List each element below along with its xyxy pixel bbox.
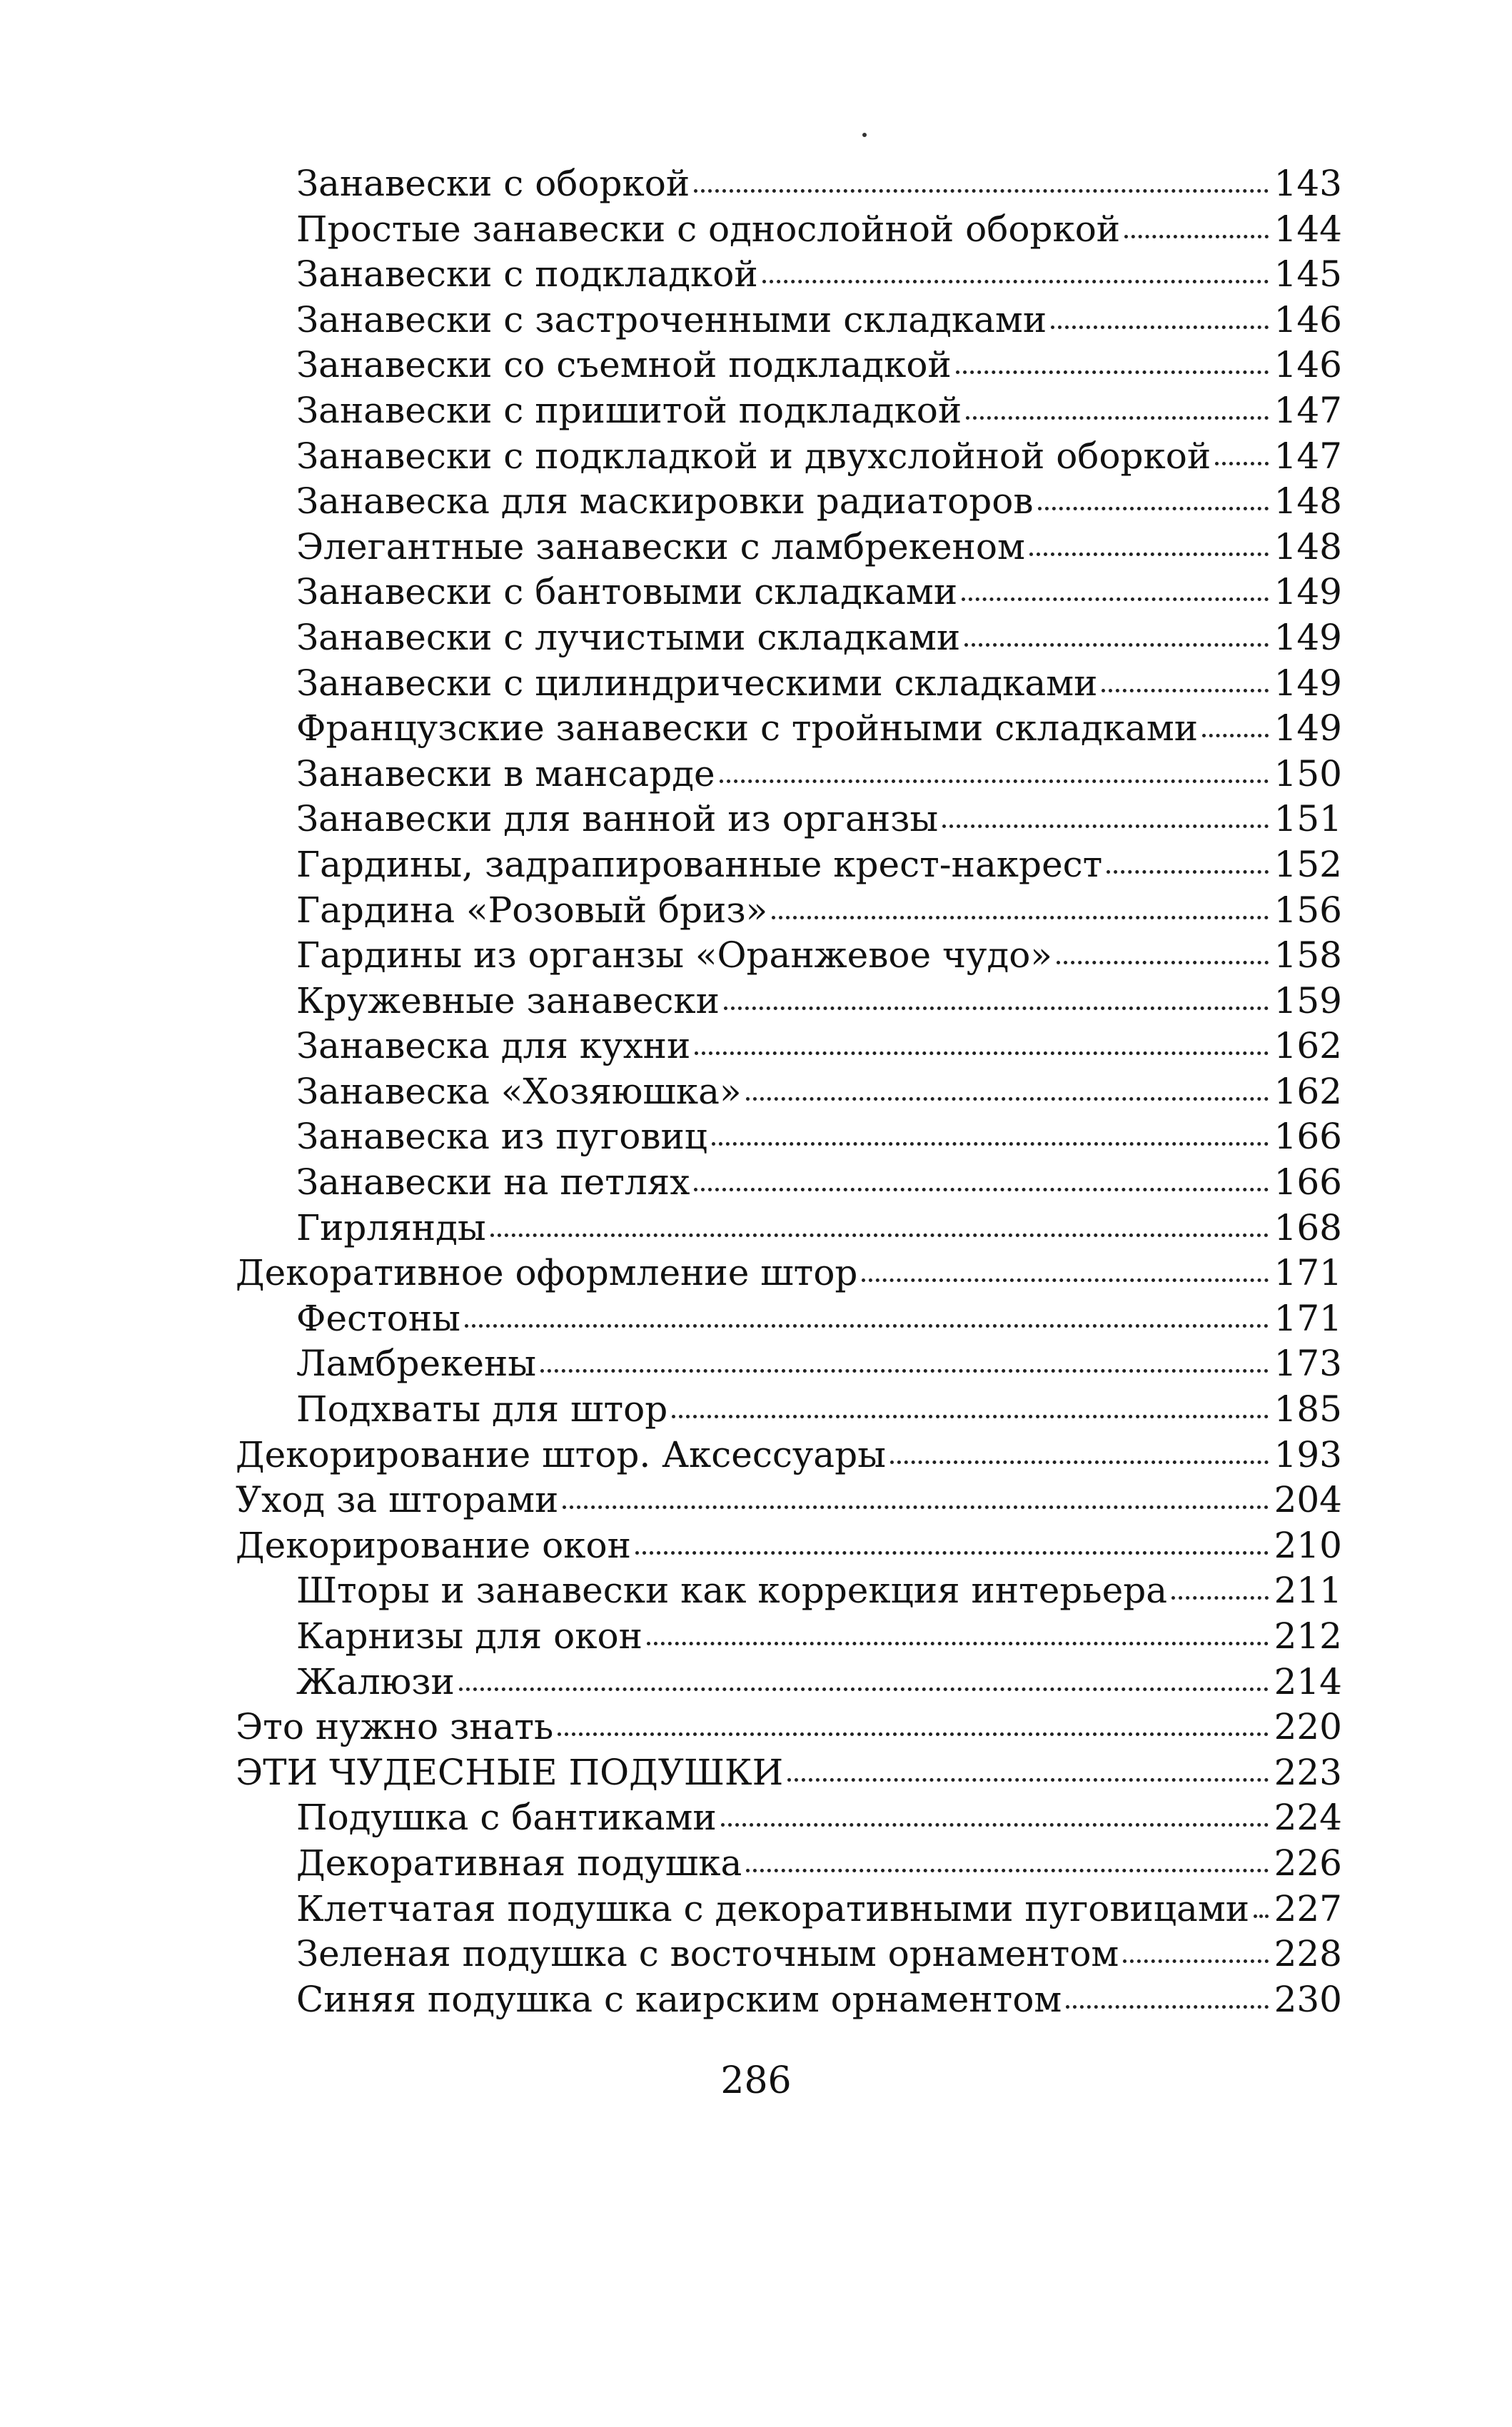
toc-subsection-entry: [236, 252, 1342, 298]
toc-entry-title: Занавески в мансарде: [296, 752, 715, 794]
toc-dot-leader: [942, 824, 1268, 828]
toc-subsection-entry: [236, 1568, 1342, 1614]
toc-dot-leader: [862, 1278, 1268, 1282]
toc-entry-page: 211: [1274, 1570, 1342, 1612]
toc-entry-page: 159: [1274, 979, 1342, 1021]
toc-dot-leader: [1254, 1914, 1269, 1918]
toc-entry-title: Французские занавески с тройными складками: [296, 707, 1199, 750]
toc-dot-leader: [746, 1869, 1268, 1872]
toc-subsection-entry: [236, 1024, 1342, 1069]
toc-entry-page: 212: [1274, 1615, 1342, 1657]
toc-entry-title: Зеленая подушка с восточным орнаментом: [296, 1933, 1119, 1975]
toc-dot-leader: [956, 370, 1269, 374]
toc-subsection-entry: [236, 525, 1342, 570]
toc-entry-title: Карнизы для окон: [296, 1615, 642, 1657]
toc-entry-title: Гардины, задрапированные крест-накрест: [296, 843, 1103, 885]
toc-subsection-entry: [236, 979, 1342, 1024]
toc-entry-page: 147: [1274, 389, 1342, 431]
toc-subsection-entry: [236, 1932, 1342, 1977]
toc-section-entry: [236, 1705, 1342, 1750]
print-speck: [862, 133, 867, 137]
toc-section-entry: [236, 1433, 1342, 1478]
toc-entry-title: Декорирование окон: [236, 1524, 631, 1566]
toc-entry-page: 193: [1274, 1433, 1342, 1475]
toc-entry-title: Шторы и занавески как коррекция интерьера: [296, 1570, 1168, 1612]
toc-entry-page: 210: [1274, 1524, 1342, 1566]
toc-section-entry: [236, 1251, 1342, 1296]
toc-entry-page: 204: [1274, 1479, 1342, 1521]
toc-entry-title: Синяя подушка с каирским орнаментом: [296, 1978, 1062, 2020]
toc-dot-leader: [459, 1687, 1269, 1691]
toc-dot-leader: [724, 1006, 1269, 1010]
toc-subsection-entry: [236, 1114, 1342, 1160]
toc-entry-page: 149: [1274, 571, 1342, 613]
toc-entry-title: Занавески со съемной подкладкой: [296, 344, 952, 386]
toc-subsection-entry: [236, 343, 1342, 388]
toc-entry-title: Уход за шторами: [236, 1479, 559, 1521]
toc-entry-page: 185: [1274, 1388, 1342, 1431]
toc-dot-leader: [563, 1505, 1268, 1509]
toc-dot-leader: [762, 280, 1269, 283]
toc-subsection-entry: [236, 1296, 1342, 1342]
toc-entry-page: 173: [1274, 1343, 1342, 1385]
toc-entry-page: 148: [1274, 525, 1342, 567]
toc-subsection-entry: [236, 1069, 1342, 1115]
toc-entry-page: 144: [1274, 208, 1342, 250]
toc-dot-leader: [890, 1460, 1269, 1464]
toc-entry-page: 224: [1274, 1797, 1342, 1839]
toc-entry-page: 143: [1274, 163, 1342, 204]
toc-dot-leader: [1051, 326, 1268, 329]
toc-subsection-entry: [236, 1614, 1342, 1660]
toc-subsection-entry: [236, 1206, 1342, 1251]
toc-dot-leader: [540, 1369, 1268, 1373]
toc-entry-page: 145: [1274, 253, 1342, 296]
toc-entry-title: Кружевные занавески: [296, 979, 720, 1021]
toc-subsection-entry: [236, 752, 1342, 797]
toc-subsection-entry: [236, 797, 1342, 842]
toc-subsection-entry: [236, 1977, 1342, 2023]
toc-dot-leader: [465, 1324, 1269, 1328]
toc-subsection-entry: [236, 388, 1342, 434]
toc-subsection-entry: [236, 615, 1342, 661]
toc-dot-leader: [1215, 462, 1268, 465]
toc-entry-page: 166: [1274, 1161, 1342, 1204]
toc-subsection-entry: [236, 1841, 1342, 1887]
toc-dot-leader: [635, 1551, 1269, 1555]
toc-entry-title: Подушка с бантиками: [296, 1797, 717, 1839]
toc-entry-title: Подхваты для штор: [296, 1388, 668, 1431]
toc-entry-title: Простые занавески с однослойной оборкой: [296, 208, 1121, 250]
toc-entry-page: 162: [1274, 1070, 1342, 1112]
toc-subsection-entry: [236, 570, 1342, 615]
toc-subsection-entry: [236, 298, 1342, 343]
toc-entry-title: Занавеска для кухни: [296, 1025, 691, 1067]
toc-entry-page: 151: [1274, 798, 1342, 840]
toc-dot-leader: [1102, 689, 1268, 692]
toc-entry-page: 147: [1274, 435, 1342, 477]
toc-entry-page: 149: [1274, 662, 1342, 704]
toc-dot-leader: [1057, 961, 1269, 964]
toc-entry-page: 146: [1274, 344, 1342, 386]
toc-entry-page: 148: [1274, 480, 1342, 523]
toc-entry-page: 149: [1274, 707, 1342, 750]
toc-dot-leader: [1107, 870, 1268, 874]
toc-entry-title: Занавески с лучистыми складками: [296, 616, 961, 658]
toc-entry-page: 149: [1274, 616, 1342, 658]
toc-subsection-entry: [236, 1160, 1342, 1206]
toc-subsection-entry: [236, 842, 1342, 888]
toc-entry-title: Элегантные занавески с ламбрекеном: [296, 525, 1025, 567]
toc-entry-page: 230: [1274, 1978, 1342, 2020]
toc-dot-leader: [746, 1097, 1269, 1101]
toc-entry-title: Занавески с оборкой: [296, 163, 690, 204]
toc-entry-page: 168: [1274, 1206, 1342, 1248]
toc-subsection-entry: [236, 706, 1342, 752]
toc-dot-leader: [558, 1732, 1268, 1736]
toc-dot-leader: [1202, 734, 1268, 737]
toc-dot-leader: [694, 189, 1268, 193]
toc-entry-title: Занавески с застроченными складками: [296, 298, 1047, 340]
toc-subsection-entry: [236, 1795, 1342, 1841]
toc-dot-leader: [720, 779, 1269, 783]
toc-section-entry: [236, 1523, 1342, 1569]
toc-entry-title: Декоративная подушка: [296, 1842, 742, 1884]
toc-subsection-entry: [236, 207, 1342, 253]
toc-entry-title: Ламбрекены: [296, 1343, 537, 1385]
toc-dot-leader: [1123, 1959, 1268, 1963]
toc-subsection-entry: [236, 161, 1342, 207]
toc-entry-title: Занавески для ванной из органзы: [296, 798, 939, 840]
toc-entry-title: Занавески с подкладкой: [296, 253, 758, 296]
toc-dot-leader: [772, 916, 1268, 919]
toc-entry-page: 146: [1274, 298, 1342, 340]
toc-dot-leader: [964, 643, 1268, 647]
toc-entry-title: Занавески с пришитой подкладкой: [296, 389, 962, 431]
toc-subsection-entry: [236, 1660, 1342, 1705]
toc-subsection-entry: [236, 434, 1342, 480]
toc-dot-leader: [712, 1142, 1269, 1146]
toc-subsection-entry: [236, 1887, 1342, 1932]
toc-subsection-entry: [236, 1387, 1342, 1433]
toc-dot-leader: [1124, 235, 1268, 238]
toc-entry-page: 220: [1274, 1706, 1342, 1748]
toc-subsection-entry: [236, 479, 1342, 525]
toc-entry-title: Фестоны: [296, 1297, 460, 1339]
toc-entry-page: 226: [1274, 1842, 1342, 1884]
toc-entry-page: 171: [1274, 1297, 1342, 1339]
toc-dot-leader: [1066, 2005, 1268, 2009]
toc-dot-leader: [1171, 1596, 1269, 1600]
toc-entry-title: Декорирование штор. Аксессуары: [236, 1433, 886, 1475]
toc-entry-page: 156: [1274, 889, 1342, 931]
toc-entry-page: 162: [1274, 1025, 1342, 1067]
toc-dot-leader: [490, 1233, 1269, 1237]
toc-entry-page: 228: [1274, 1933, 1342, 1975]
toc-entry-title: Клетчатая подушка с декоративными пуговицами: [296, 1887, 1250, 1929]
toc-subsection-entry: [236, 933, 1342, 979]
toc-entry-title: Жалюзи: [296, 1660, 455, 1702]
toc-dot-leader: [672, 1415, 1268, 1418]
toc-dot-leader: [695, 1051, 1268, 1055]
toc-entry-title: Занавески на петлях: [296, 1161, 690, 1204]
toc-dot-leader: [966, 416, 1268, 420]
toc-entry-page: 171: [1274, 1252, 1342, 1294]
table-of-contents: [236, 161, 1342, 2022]
toc-section-entry: [236, 1750, 1342, 1796]
toc-dot-leader: [787, 1778, 1268, 1782]
toc-dot-leader: [1029, 552, 1269, 556]
toc-dot-leader: [721, 1823, 1269, 1827]
toc-entry-title: Гирлянды: [296, 1206, 486, 1248]
toc-entry-title: Гардина «Розовый бриз»: [296, 889, 768, 931]
toc-entry-title: Декоративное оформление штор: [236, 1252, 858, 1294]
toc-entry-page: 223: [1274, 1751, 1342, 1793]
toc-entry-title: ЭТИ ЧУДЕСНЫЕ ПОДУШКИ: [236, 1751, 784, 1793]
toc-entry-page: 152: [1274, 843, 1342, 885]
toc-section-entry: [236, 1478, 1342, 1523]
toc-dot-leader: [962, 597, 1268, 601]
toc-subsection-entry: [236, 661, 1342, 707]
toc-subsection-entry: [236, 888, 1342, 934]
toc-subsection-entry: [236, 1341, 1342, 1387]
toc-entry-title: Это нужно знать: [236, 1706, 554, 1748]
toc-entry-title: Гардины из органзы «Оранжевое чудо»: [296, 934, 1052, 977]
page-number: 286: [720, 2059, 792, 2102]
toc-entry-page: 158: [1274, 934, 1342, 977]
toc-entry-title: Занавеска для маскировки радиаторов: [296, 480, 1034, 523]
toc-entry-title: Занавеска из пуговиц: [296, 1116, 707, 1158]
toc-entry-title: Занавески с подкладкой и двухслойной оборкой: [296, 435, 1211, 477]
toc-entry-page: 166: [1274, 1116, 1342, 1158]
toc-dot-leader: [694, 1188, 1268, 1191]
toc-entry-title: Занавеска «Хозяюшка»: [296, 1070, 742, 1112]
toc-entry-title: Занавески с бантовыми складками: [296, 571, 958, 613]
toc-entry-page: 150: [1274, 752, 1342, 794]
toc-entry-page: 227: [1274, 1887, 1342, 1929]
toc-entry-page: 214: [1274, 1660, 1342, 1702]
toc-entry-title: Занавески с цилиндрическими складками: [296, 662, 1098, 704]
toc-dot-leader: [647, 1642, 1269, 1645]
toc-dot-leader: [1038, 507, 1269, 510]
